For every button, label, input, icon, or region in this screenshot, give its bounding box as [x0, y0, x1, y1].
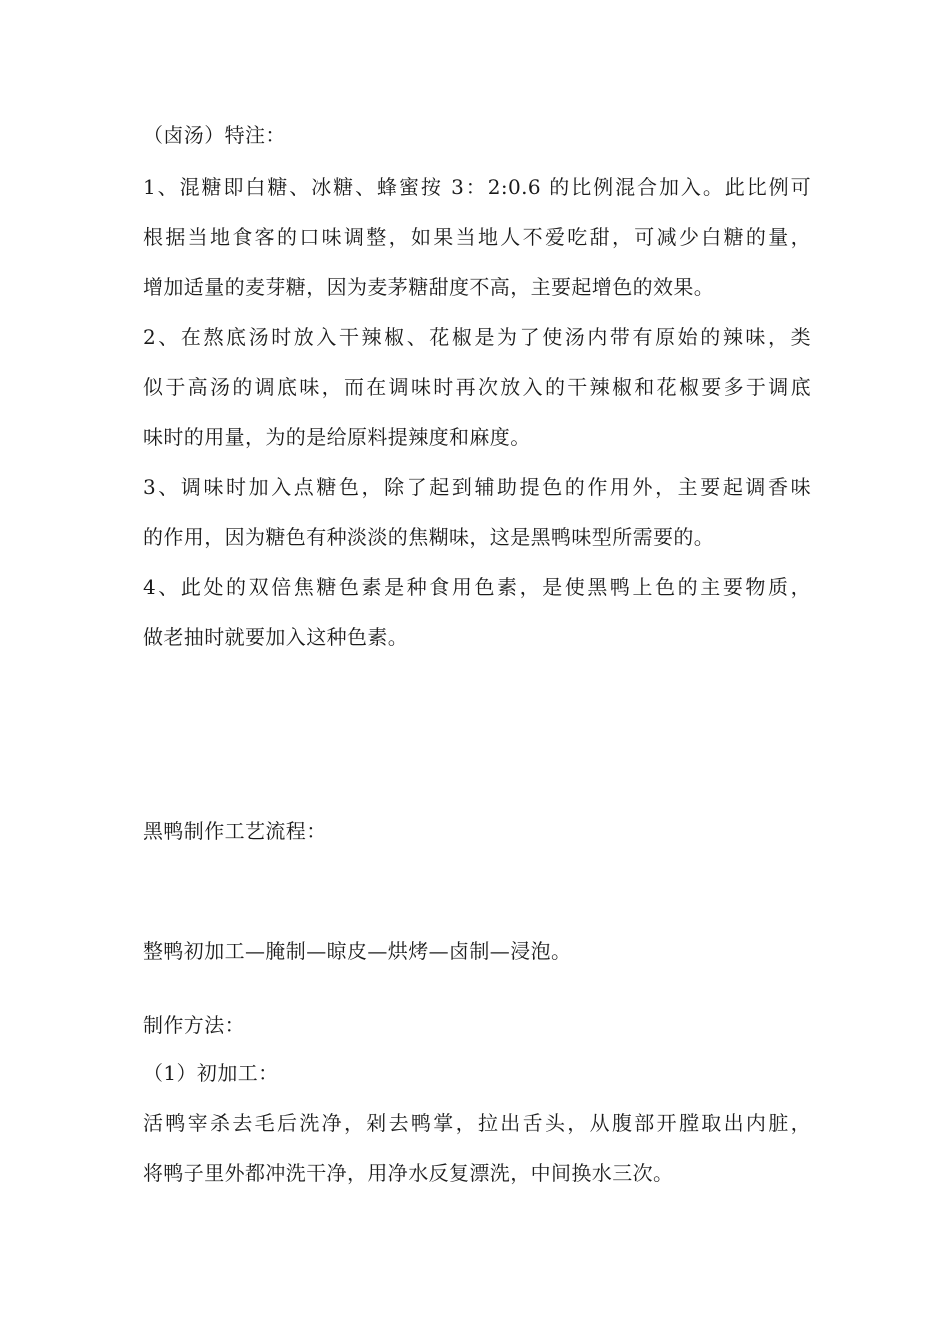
note-4-line-2: 做老抽时就要加入这种色素。 [143, 625, 409, 649]
step-1-line-2: 将鸭子里外都冲洗干净，用净水反复漂洗，中间换水三次。 [143, 1161, 674, 1185]
note-1-line-2: 根据当地食客的口味调整，如果当地人不爱吃甜，可减少白糖的量， [143, 225, 811, 249]
note-3-line-2: 的作用，因为糖色有种淡淡的焦糊味，这是黑鸭味型所需要的。 [143, 525, 715, 549]
section-title-brine-notes: （卤汤）特注： [143, 123, 286, 147]
note-1-line-3: 增加适量的麦芽糖，因为麦茅糖甜度不高，主要起增色的效果。 [143, 275, 715, 299]
method-title: 制作方法： [143, 1013, 245, 1037]
note-3-line-1: 3、调味时加入点糖色，除了起到辅助提色的作用外，主要起调香味 [143, 475, 811, 499]
note-2-line-3: 味时的用量，为的是给原料提辣度和麻度。 [143, 425, 531, 449]
note-4-line-1: 4、此处的双倍焦糖色素是种食用色素，是使黑鸭上色的主要物质， [143, 575, 811, 599]
step-1-line-1: 活鸭宰杀去毛后洗净，剁去鸭掌，拉出舌头，从腹部开膛取出内脏， [143, 1111, 811, 1135]
section-title-process: 黑鸭制作工艺流程： [143, 819, 327, 843]
note-2-line-2: 似于高汤的调底味，而在调味时再次放入的干辣椒和花椒要多于调底 [143, 375, 811, 399]
note-2-line-1: 2、在熬底汤时放入干辣椒、花椒是为了使汤内带有原始的辣味，类 [143, 325, 811, 349]
note-1-line-1: 1、混糖即白糖、冰糖、蜂蜜按 3：2:0.6 的比例混合加入。此比例可 [143, 175, 811, 199]
step-1-title: （1）初加工： [143, 1061, 279, 1085]
process-flow: 整鸭初加工—腌制—晾皮—烘烤—卤制—浸泡。 [143, 939, 572, 963]
